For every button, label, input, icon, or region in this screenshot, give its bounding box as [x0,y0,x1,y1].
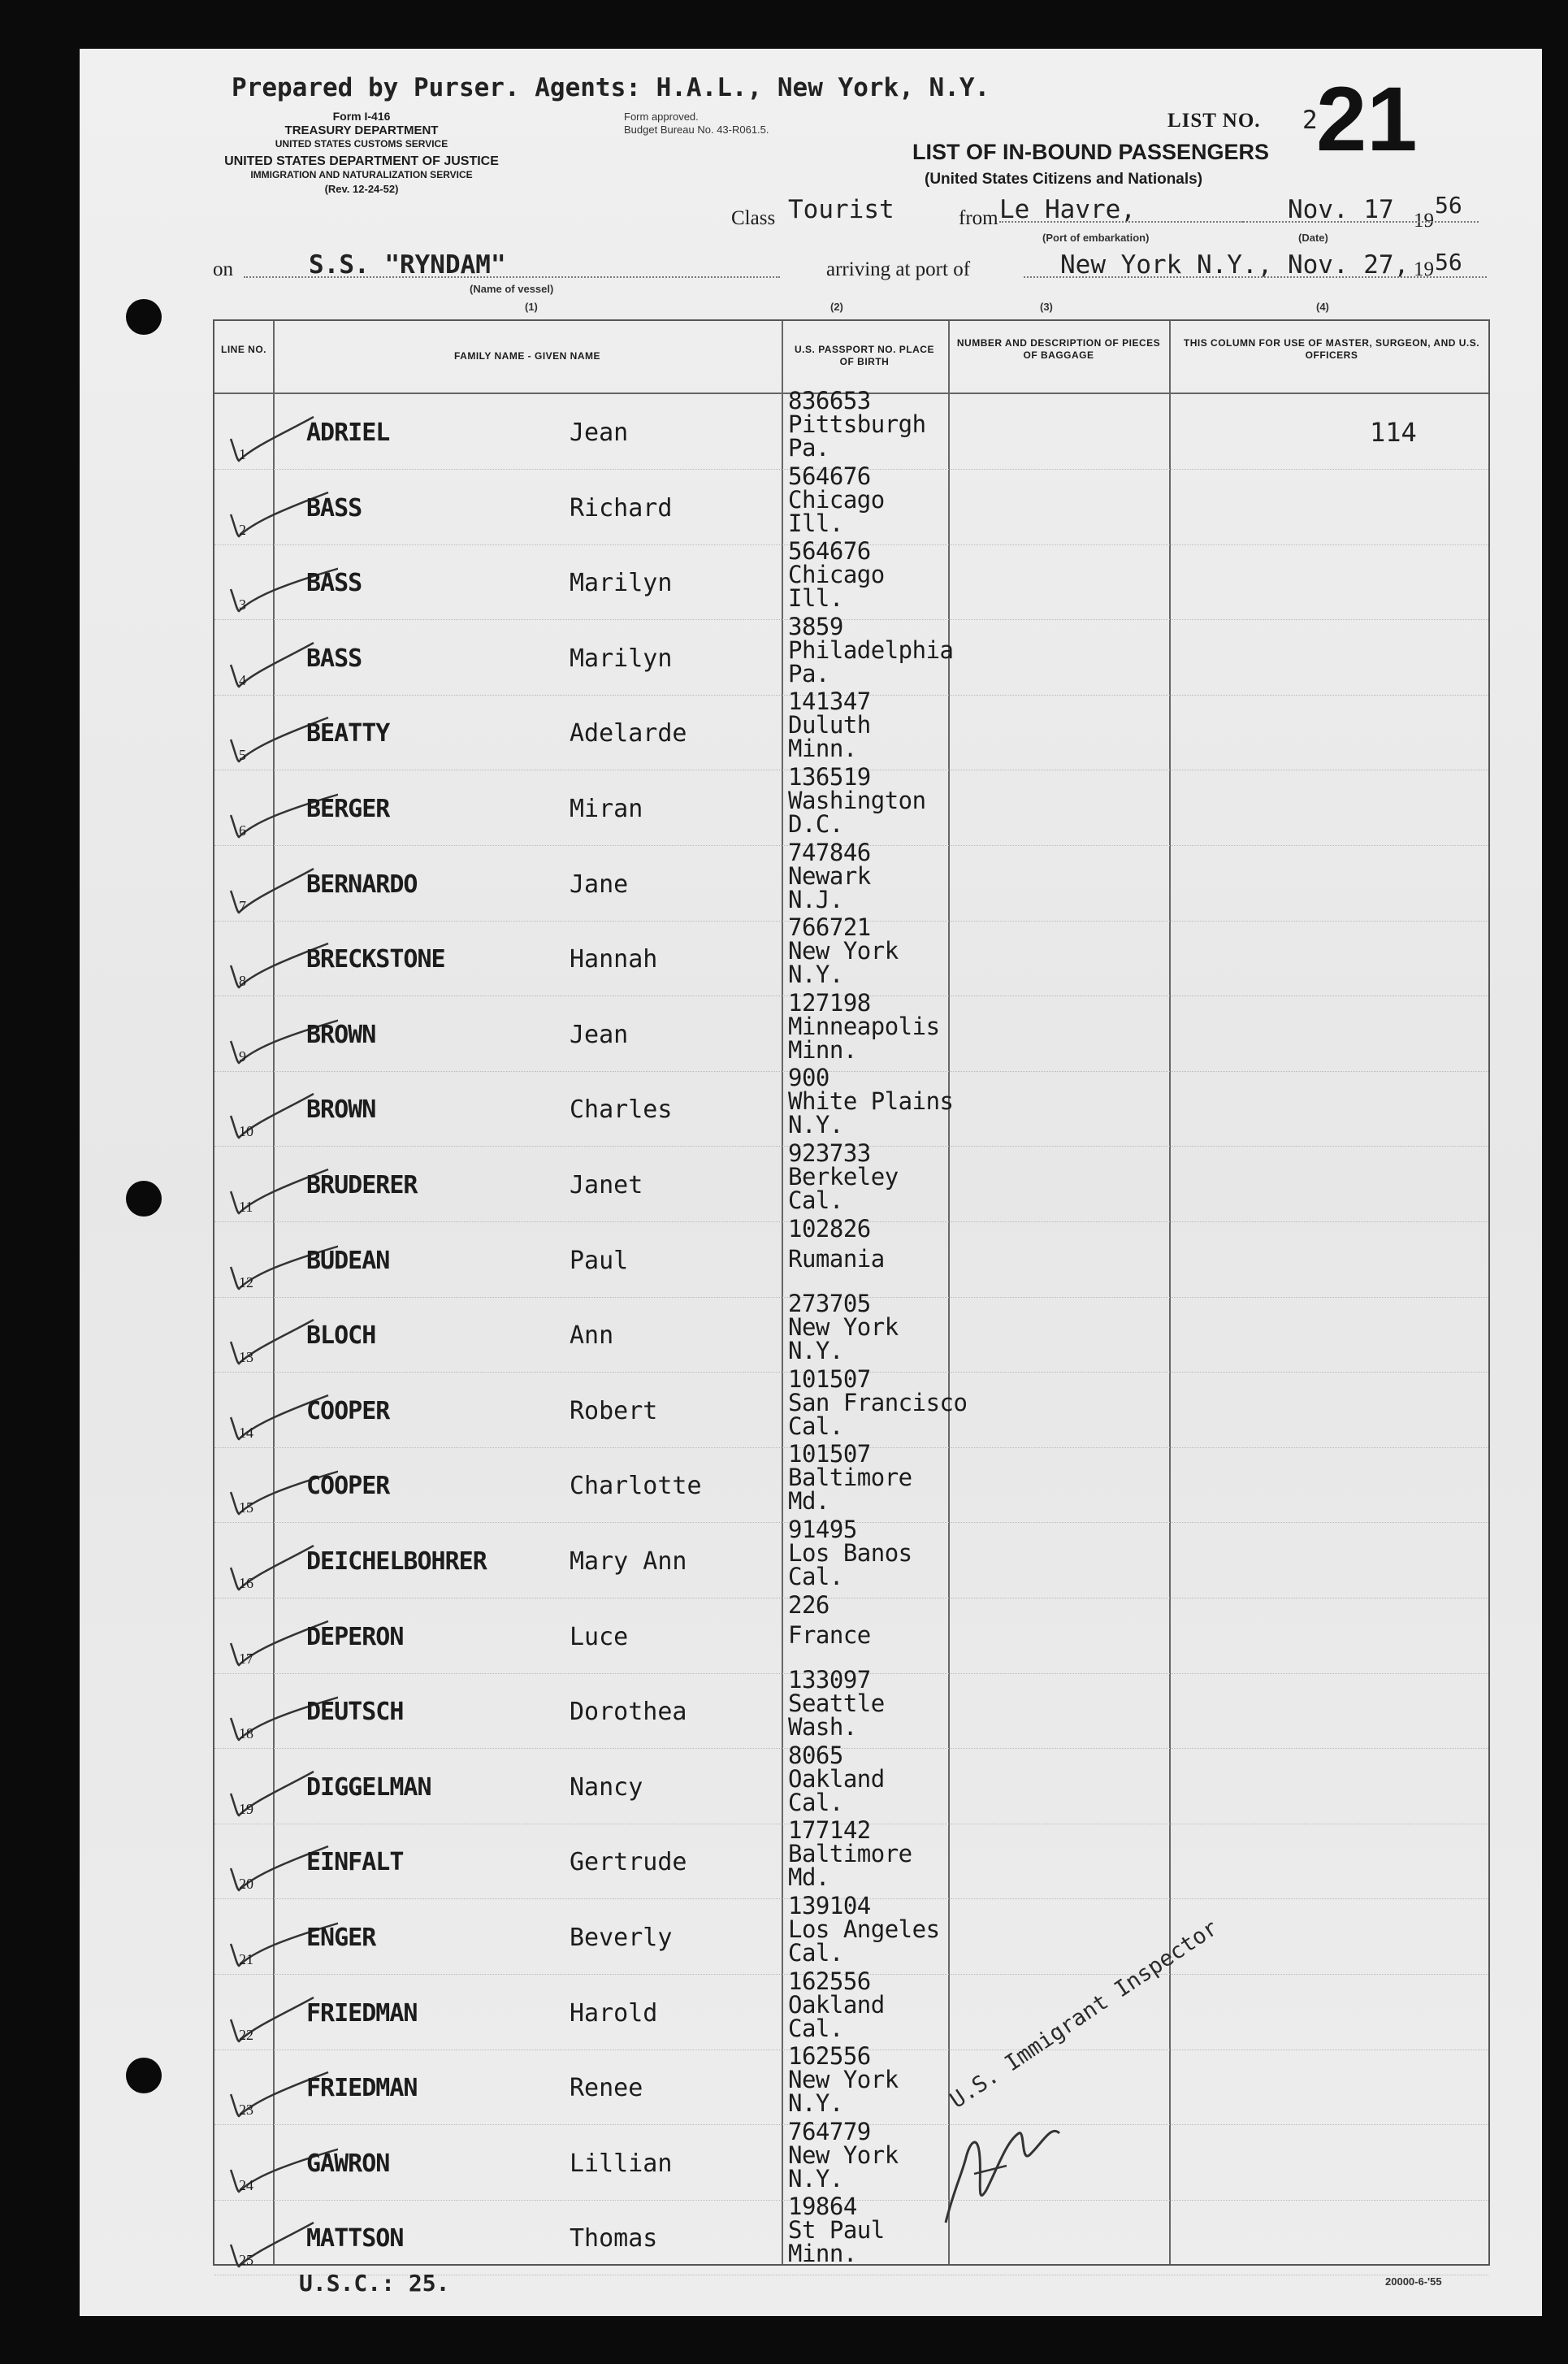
passport-number: 900 [788,1064,829,1092]
passport-number: 3859 [788,612,843,640]
given-name: Charles [570,1095,673,1125]
arrival-year-prefix: 19 [1414,258,1434,280]
punch-hole [126,1181,162,1217]
page-title: LIST OF IN-BOUND PASSENGERS [912,140,1270,164]
birth-state: N.Y. [788,1337,843,1365]
table-row [214,1741,1488,1824]
arriving-label: arriving at port of [826,258,971,280]
line-number: 15 [239,1499,253,1516]
vessel-caption: (Name of vessel) [470,283,554,295]
birth-place: Duluth [788,711,871,740]
line-number: 8 [239,973,246,990]
passport-birthplace [788,1518,912,1589]
given-name: Hannah [570,945,658,974]
passport-birthplace [788,763,926,838]
birth-state: Md. [788,1863,829,1892]
family-name: BASS [306,569,362,598]
table-row [214,1214,1488,1298]
birth-state: N.Y. [788,2164,843,2193]
line-number: 22 [239,2026,253,2043]
birth-place: Minneapolis [788,1012,940,1040]
given-name: Adelarde [570,719,687,748]
line-number: 20 [239,1876,253,1893]
birth-state: N.Y. [788,961,843,989]
family-name: BLOCH [306,1321,376,1351]
passport-birthplace [788,1816,912,1892]
given-name: Robert [570,1396,658,1425]
given-name: Paul [570,1246,629,1275]
line-number: 10 [239,1123,253,1140]
family-name: FRIEDMAN [306,1998,418,2028]
given-name: Jean [570,419,629,447]
passport-birthplace [788,462,885,537]
col-number-2: (2) [830,301,843,313]
passport-birthplace [788,913,899,989]
justice-department: UNITED STATES DEPARTMENT OF JUSTICE [224,154,499,168]
class-value: Tourist [788,195,894,224]
passport-birthplace [788,1364,968,1440]
passport-number: 127198 [788,988,871,1017]
family-name: DEPERON [306,1622,404,1651]
birth-state: Cal. [788,1788,843,1816]
passport-number: 273705 [788,1290,871,1318]
birth-state: N.Y. [788,1111,843,1139]
passport-number: 101507 [788,1440,871,1468]
col-header-name: FAMILY NAME - GIVEN NAME [453,350,601,362]
birth-place: Chicago [788,561,885,589]
family-name: BROWN [306,1020,376,1049]
line-number: 11 [239,1199,253,1215]
form-number: Form I-416 [332,110,391,123]
passport-birthplace [788,2195,885,2266]
birth-place: Oakland [788,1990,885,2019]
form-code: 20000-6-'55 [1385,2275,1442,2288]
family-name: BEATTY [306,719,390,748]
given-name: Beverly [570,1924,673,1952]
birth-state: Cal. [788,1186,843,1214]
birth-place: San Francisco [788,1388,968,1416]
punch-hole [126,2058,162,2093]
given-name: Nancy [570,1772,643,1802]
birth-place: Los Angeles [788,1915,940,1943]
given-name: Dorothea [570,1698,687,1727]
family-name: ENGER [306,1924,376,1952]
table-row [214,1967,1488,2050]
passenger-table [213,319,1490,2269]
family-name: BUDEAN [306,1246,390,1275]
vessel-name: S.S. "RYNDAM" [309,250,506,280]
table-row [214,1666,1488,1749]
given-name: Marilyn [570,569,673,598]
given-name: Marilyn [570,644,673,673]
line-number: 18 [239,1725,253,1742]
line-number: 5 [239,747,246,764]
col-header-baggage: NUMBER AND DESCRIPTION OF PIECES OF BAGGAGE [956,337,1161,361]
list-number: 21 [1316,68,1418,170]
passport-birthplace [788,690,871,761]
passport-number: 102826 [788,1214,871,1243]
departure-date: Nov. 17 [1288,195,1394,224]
arrival-year: 56 [1435,249,1462,275]
given-name: Luce [570,1622,629,1651]
given-name: Jean [570,1020,629,1049]
immigration-service: IMMIGRATION AND NATURALIZATION SERVICE [250,169,473,180]
given-name: Thomas [570,2224,658,2253]
line-number: 2 [239,521,246,538]
birth-place: St Paul [788,2216,885,2245]
passport-number: 564676 [788,537,871,566]
col-header-line-no: LINE NO. [220,344,266,355]
line-number: 16 [239,1575,253,1591]
given-name: Lillian [570,2149,673,2178]
table-row [214,1139,1488,1222]
passport-number: 177142 [788,1816,871,1845]
table-row [214,988,1488,1072]
given-name: Janet [570,1171,643,1199]
given-name: Jane [570,870,629,899]
given-name: Mary Ann [570,1547,687,1576]
table-row [214,913,1488,996]
vessel-underline [244,276,780,278]
table-row [214,2042,1488,2125]
line-number: 6 [239,822,246,839]
birth-place: Philadelphia [788,635,954,664]
passport-birthplace [788,537,885,613]
given-name: Ann [570,1321,614,1351]
passport-birthplace [788,2117,899,2193]
birth-place: Baltimore [788,1840,912,1868]
birth-state: N.Y. [788,2089,843,2118]
table-row [214,1516,1488,1598]
birth-place: Pittsburgh [788,410,926,438]
list-no-small: 2 [1302,106,1318,135]
birth-place: New York [788,1313,899,1342]
family-name: BASS [306,644,362,673]
birth-place: Baltimore [788,1464,912,1492]
passport-number: 162556 [788,2042,871,2071]
family-name: EINFALT [306,1848,404,1877]
birth-place: New York [788,2066,899,2094]
family-name: ADRIEL [306,419,390,447]
table-row [214,1892,1488,1975]
passport-number: 139104 [788,1892,871,1919]
col-number-4: (4) [1316,301,1329,313]
port-of-embarkation: Le Havre, [999,195,1136,224]
table-row [214,838,1488,922]
on-label: on [213,258,233,280]
birth-state: D.C. [788,810,843,838]
birth-place: New York [788,937,899,965]
family-name: BASS [306,493,362,523]
passport-number: 133097 [788,1666,871,1694]
given-name: Gertrude [570,1848,687,1877]
passport-number: 101507 [788,1364,871,1393]
birth-place: Los Banos [788,1539,912,1567]
birth-place: Seattle [788,1690,885,1718]
passport-birthplace [788,838,871,913]
line-number: 25 [239,2252,253,2269]
family-name: COOPER [306,1396,390,1425]
passport-number: 19864 [788,2193,857,2221]
embark-underline [999,221,1243,223]
line-number: 17 [239,1650,253,1667]
officer-note: 114 [1370,417,1417,448]
passport-number: 923733 [788,1139,871,1167]
given-name: Harold [570,1998,658,2028]
line-number: 21 [239,1951,253,1967]
line-number: 7 [239,897,246,914]
birth-state: Ill. [788,584,843,613]
passport-number: 564676 [788,462,871,490]
passport-number: 766721 [788,913,871,942]
page-subtitle: (United States Citizens and Nationals) [925,171,1203,188]
revision-date: (Rev. 12-24-52) [324,183,399,195]
table-row [214,1816,1488,1899]
table-row [214,1290,1488,1373]
passport-birthplace [788,1066,954,1137]
birth-state: Minn. [788,1035,857,1064]
passport-birthplace [788,1214,885,1273]
class-label: Class [731,207,776,229]
birth-state: Cal. [788,1412,843,1440]
passport-number: 141347 [788,688,871,716]
date-caption: (Date) [1298,232,1328,244]
given-name: Miran [570,795,643,823]
customs-service: UNITED STATES CUSTOMS SERVICE [275,138,448,150]
passport-birthplace [788,1967,885,2042]
birth-state: Minn. [788,735,857,763]
family-name: DEUTSCH [306,1698,404,1727]
table-row [214,387,1488,470]
birth-state: Pa. [788,659,829,688]
date-year: 56 [1435,192,1462,219]
table-row [214,763,1488,846]
family-name: FRIEDMAN [306,2074,418,2103]
birth-state: Ill. [788,509,843,537]
budget-bureau: Budget Bureau No. 43-R061.5. [624,124,769,136]
birth-state: Cal. [788,1563,843,1590]
family-name: COOPER [306,1472,390,1501]
passport-number: 764779 [788,2117,871,2145]
birth-place: Berkeley [788,1163,899,1191]
passport-birthplace [788,1666,885,1742]
col-header-passport: U.S. PASSPORT NO. PLACE OF BIRTH [795,344,934,367]
passport-birthplace [788,612,954,688]
port-embark-caption: (Port of embarkation) [1042,232,1150,244]
birth-place: Washington [788,787,926,814]
inspector-stamp: U.S. Immigrant Inspector [946,1915,1223,2114]
table-row [214,1440,1488,1523]
passport-birthplace [788,1741,885,1816]
family-name: BERNARDO [306,870,418,899]
date-year-prefix: 19 [1414,210,1434,232]
line-number: 19 [239,1800,253,1817]
form-agency-block [179,110,544,196]
passport-birthplace [788,1894,940,1965]
passport-birthplace [788,1139,899,1214]
line-number: 9 [239,1048,246,1065]
passport-birthplace [788,389,926,460]
table-row [214,1590,1488,1674]
table-row [214,462,1488,545]
birth-state: Pa. [788,434,829,462]
birth-place: Oakland [788,1764,885,1793]
passport-number: 226 [788,1590,829,1619]
line-number: 24 [239,2176,253,2193]
col-number-1: (1) [525,301,538,313]
birth-state: Minn. [788,2240,857,2268]
passport-number: 162556 [788,1967,871,1995]
table-row [214,688,1488,770]
birth-state: Md. [788,1487,829,1516]
passport-birthplace [788,1292,899,1363]
birth-place: Rumania [788,1244,885,1273]
table-row [214,1064,1488,1147]
given-name: Charlotte [570,1472,702,1501]
inspector-signature [929,2011,1198,2239]
passport-number: 747846 [788,838,871,866]
family-name: DIGGELMAN [306,1772,431,1802]
line-number: 4 [239,671,246,688]
passport-birthplace [788,1440,912,1516]
from-label: from [959,207,998,229]
line-number: 14 [239,1424,253,1441]
table-row [214,1364,1488,1448]
list-no-label: LIST NO. [1167,110,1261,132]
passport-number: 836653 [788,387,871,414]
birth-state: Wash. [788,1713,857,1742]
family-name: BROWN [306,1095,376,1125]
table-row [214,2117,1488,2201]
line-number: 3 [239,596,246,614]
table-row [214,537,1488,620]
usc-count: U.S.C.: 25. [299,2270,450,2297]
form-approved: Form approved. [624,111,699,123]
given-name: Richard [570,493,673,523]
passport-birthplace [788,988,940,1064]
col-number-3: (3) [1040,301,1053,313]
birth-place: New York [788,2141,899,2169]
arrival-port: New York N.Y., Nov. 27, [1060,250,1410,280]
family-name: BRECKSTONE [306,945,445,974]
birth-place: White Plains [788,1087,954,1116]
line-number: 1 [239,446,246,462]
line-number: 12 [239,1273,253,1290]
birth-place: Chicago [788,485,885,514]
passport-number: 8065 [788,1741,843,1769]
arrival-underline [1024,276,1487,278]
family-name: BERGER [306,795,390,823]
passport-number: 91495 [788,1516,857,1543]
birth-state: Cal. [788,1939,843,1967]
form-approval [624,111,769,137]
birth-state: N.J. [788,885,843,913]
date-underline [1243,221,1479,223]
table-row [214,612,1488,696]
col-header-officers: THIS COLUMN FOR USE OF MASTER, SURGEON, AND U.S. OFFICERS [1183,337,1480,361]
birth-state: Cal. [788,2014,843,2042]
family-name: DEICHELBOHRER [306,1547,487,1576]
family-name: BRUDERER [306,1171,418,1199]
birth-place: Newark [788,861,871,890]
passport-birthplace [788,1590,871,1649]
birth-place: France [788,1620,871,1649]
line-number: 13 [239,1349,253,1366]
line-number: 23 [239,2102,253,2119]
given-name: Renee [570,2074,643,2103]
table-row [214,2193,1488,2275]
prepared-by-line: Prepared by Purser. Agents: H.A.L., New York, N.Y. [232,73,990,102]
treasury-department: TREASURY DEPARTMENT [284,124,439,137]
punch-hole [126,299,162,335]
passport-birthplace [788,2042,899,2118]
family-name: MATTSON [306,2224,404,2253]
family-name: GAWRON [306,2149,390,2178]
passport-number: 136519 [788,763,871,791]
